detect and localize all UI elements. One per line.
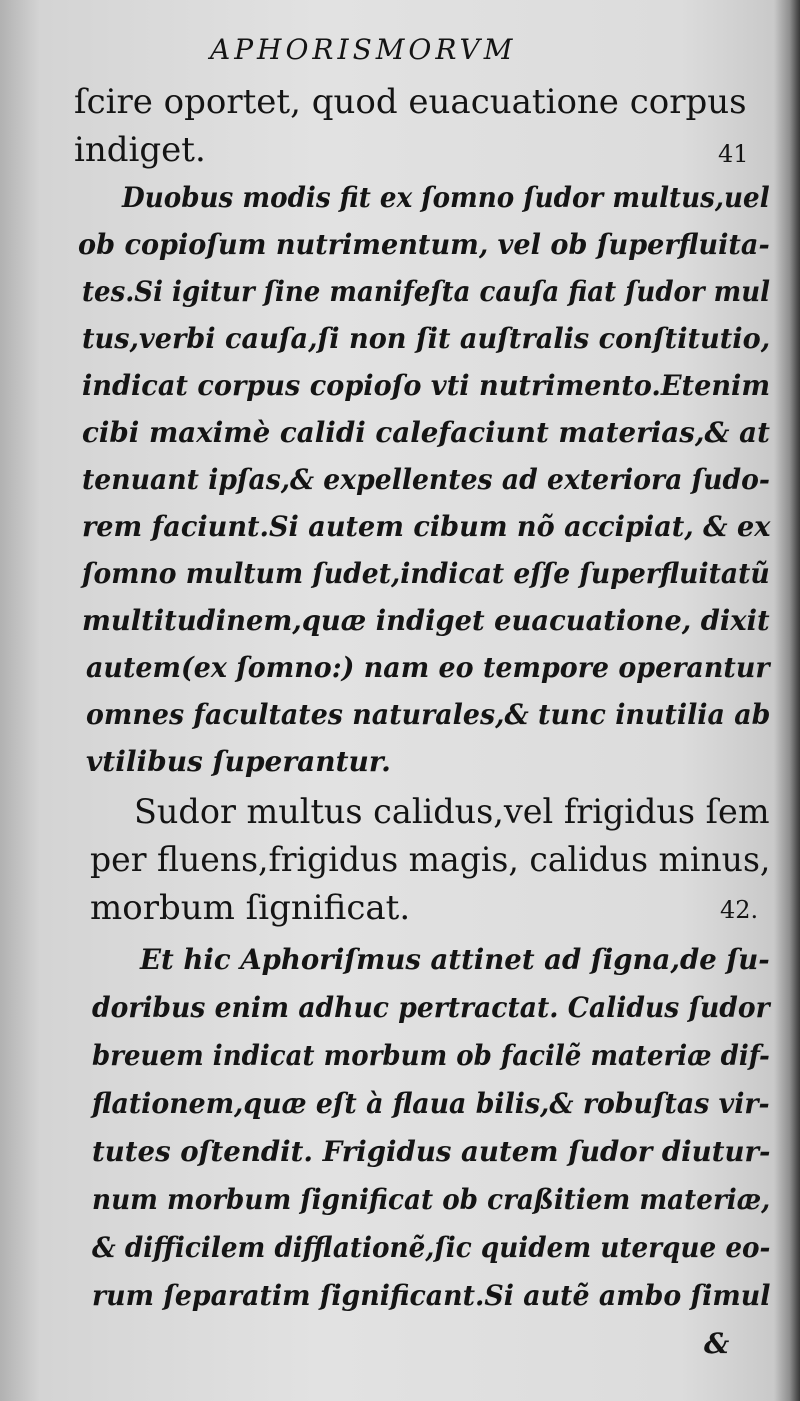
text-line: rem faciunt.Si autem cibum nõ accipiat, & ex <box>82 510 771 543</box>
text-line: flationem,quæ eſt à flaua bilis,& robuſtas vir- <box>92 1087 770 1120</box>
text-line: ob copioſum nutrimentum, vel ob ſuperfluita- <box>78 228 770 261</box>
running-header: APHORISMORVM <box>210 33 517 66</box>
text-line: per fluens,frigidus magis, calidus minus, <box>90 840 771 880</box>
text-line: multitudinem,quæ indiget euacuatione, dixit <box>82 604 770 637</box>
text-line: rum ſeparatim ſignificant.Si autẽ ambo ſimul <box>92 1279 771 1312</box>
text-line: indicat corpus copioſo vti nutrimento.Etenim <box>82 369 771 402</box>
text-line: Et hic Aphoriſmus attinet ad ſigna,de ſu- <box>140 943 770 976</box>
text-line: Sudor multus calidus,vel frigidus ſem <box>134 792 770 832</box>
text-line: Duobus modis fit ex ſomno ſudor multus,uel <box>122 181 770 214</box>
text-line: omnes facultates naturales,& tunc inutilia ab <box>86 698 771 731</box>
text-line: tutes oſtendit. Frigidus autem ſudor diutur- <box>92 1135 771 1168</box>
aphorism-number: 41 <box>718 140 749 168</box>
text-line: breuem indicat morbum ob facilẽ materiæ dif- <box>92 1039 770 1072</box>
text-line: morbum ſignificat. <box>90 888 411 928</box>
text-line: cibi maximè calidi calefaciunt materias,& at <box>82 416 770 449</box>
text-line: ſomno multum ſudet,indicat eſſe ſuperfluitatũ <box>82 557 770 590</box>
text-line: num morbum ſignificat ob craßitiem materiæ, <box>92 1183 771 1216</box>
text-line: autem(ex ſomno:) nam eo tempore operantur <box>86 651 770 684</box>
text-line: indiget. <box>74 130 206 170</box>
catchword: & <box>704 1327 730 1360</box>
aphorism-number: 42. <box>720 896 759 924</box>
text-line: vtilibus ſuperantur. <box>86 745 391 778</box>
text-line: tenuant ipſas,& expellentes ad exteriora ſudo- <box>82 463 770 496</box>
text-line: & difficilem difflationẽ,ſic quidem uterque eo- <box>92 1231 771 1264</box>
text-line: tus,verbi cauſa,ſi non ſit auſtralis conſtitutio, <box>82 322 771 355</box>
text-line: doribus enim adhuc pertractat. Calidus ſudor <box>92 991 770 1024</box>
text-line: tes.Si igitur ſine manifeſta cauſa fiat ſudor mul <box>82 275 771 308</box>
text-line: ſcire oportet, quod euacuatione corpus <box>74 82 747 122</box>
